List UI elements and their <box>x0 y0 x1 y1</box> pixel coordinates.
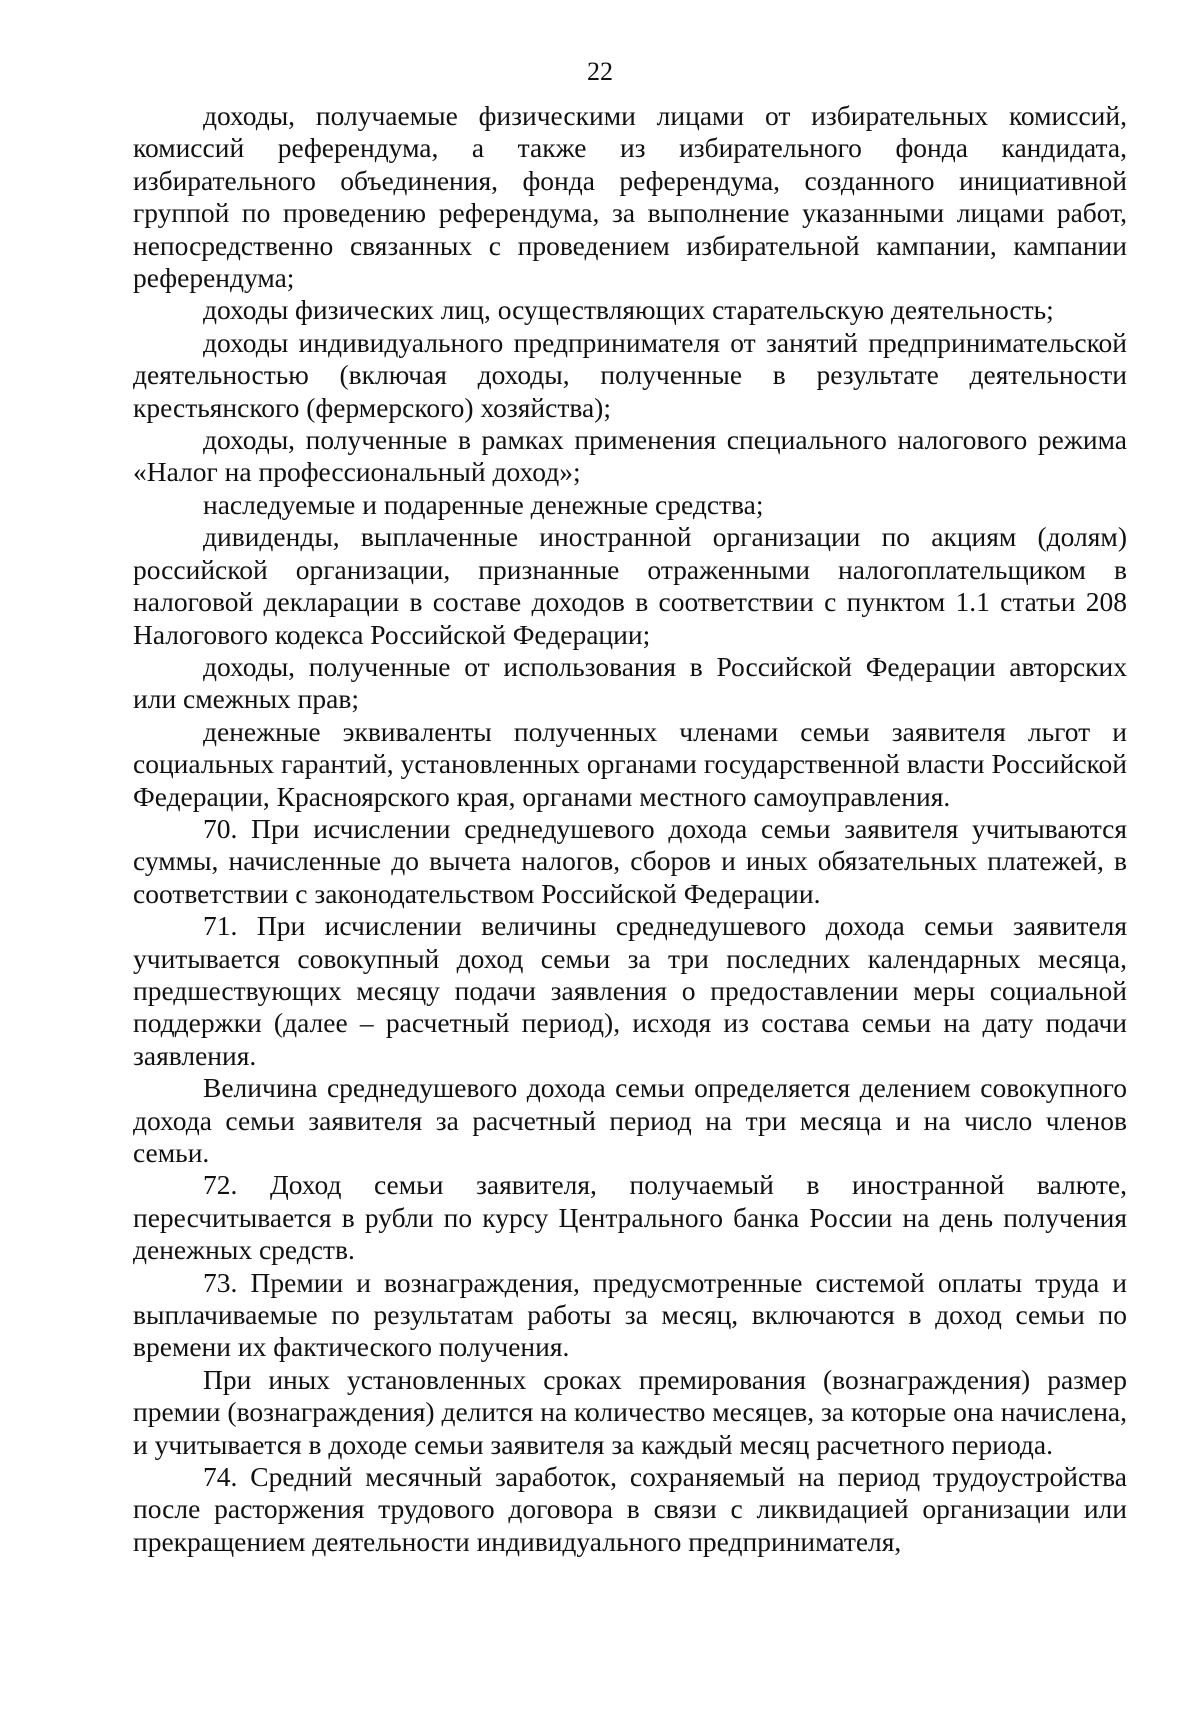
paragraph-item-71: 71. При исчислении величины среднедушевого дохода семьи заявителя учитывается совокупный доход семьи за три последних календарных месяца, предшествующих месяцу подачи заявления о предоставлении меры социальной поддержки (далее – расчетный период), исходя из состава семьи на дату подачи заявления. <box>133 910 1127 1071</box>
paragraph-entrepreneur-income: доходы индивидуального предпринимателя от занятий предпринимательской деятельностью (включая доходы, полученные в результате деятельности крестьянского (фермерского) хозяйства); <box>133 326 1127 423</box>
paragraph-item-73: 73. Премии и вознаграждения, предусмотренные системой оплаты труда и выплачиваемые по результатам работы за месяц, включаются в доход семьи по времени их фактического получения. <box>133 1266 1127 1363</box>
paragraph-copyright-income: доходы, полученные от использования в Российской Федерации авторских или смежных прав; <box>133 650 1127 715</box>
document-body <box>133 100 1127 1558</box>
paragraph-professional-income-tax: доходы, полученные в рамках применения специального налогового режима «Налог на профессиональный доход»; <box>133 424 1127 488</box>
paragraph-inherited-funds: наследуемые и подаренные денежные средства; <box>203 488 764 520</box>
paragraph-prospecting-income: доходы физических лиц, осуществляющих старательскую деятельность; <box>203 294 1054 326</box>
paragraph-dividends: дивиденды, выплаченные иностранной организации по акциям (долям) российской организации, признанные отраженными налогоплательщиком в налоговой декларации в составе доходов в соответствии с пунктом 1.1 статьи 208 Налогового кодекса Российской Федерации; <box>133 521 1127 650</box>
paragraph-item-74: 74. Средний месячный заработок, сохраняемый на период трудоустройства после расторжения трудового договора в связи с ликвидацией организации или прекращением деятельности индивидуального предпринимателя, <box>133 1461 1127 1557</box>
paragraph-election-income: доходы, получаемые физическими лицами от избирательных комиссий, комиссий референдума, а также из избирательного фонда кандидата, избирательного объединения, фонда референдума, созданного инициативной группой по проведению референдума, за выполнение указанными лицами работ, непосредственно связанных с проведением избирательной кампании, кампании референдума; <box>133 100 1127 294</box>
paragraph-item-70: 70. При исчислении среднедушевого дохода семьи заявителя учитываются суммы, начисленные до вычета налогов, сборов и иных обязательных платежей, в соответствии с законодательством Российской Федерации. <box>133 812 1127 909</box>
paragraph-item-72: 72. Доход семьи заявителя, получаемый в иностранной валюте, пересчитывается в рубли по курсу Центрального банка России на день получения денежных средств. <box>133 1169 1127 1266</box>
page-number: 22 <box>587 57 613 86</box>
paragraph-average-income-definition: Величина среднедушевого дохода семьи определяется делением совокупного дохода семьи заявителя за расчетный период на три месяца и на число членов семьи. <box>133 1072 1127 1168</box>
paragraph-bonus-division: При иных установленных сроках премирования (вознаграждения) размер премии (вознаграждения) делится на количество месяцев, за которые она начислена, и учитывается в доходе семьи заявителя за каждый месяц расчетного периода. <box>133 1363 1127 1460</box>
paragraph-monetary-equivalents: денежные эквиваленты полученных членами семьи заявителя льгот и социальных гарантий, установленных органами государственной власти Российской Федерации, Красноярского края, органами местного самоуправления. <box>133 715 1127 812</box>
